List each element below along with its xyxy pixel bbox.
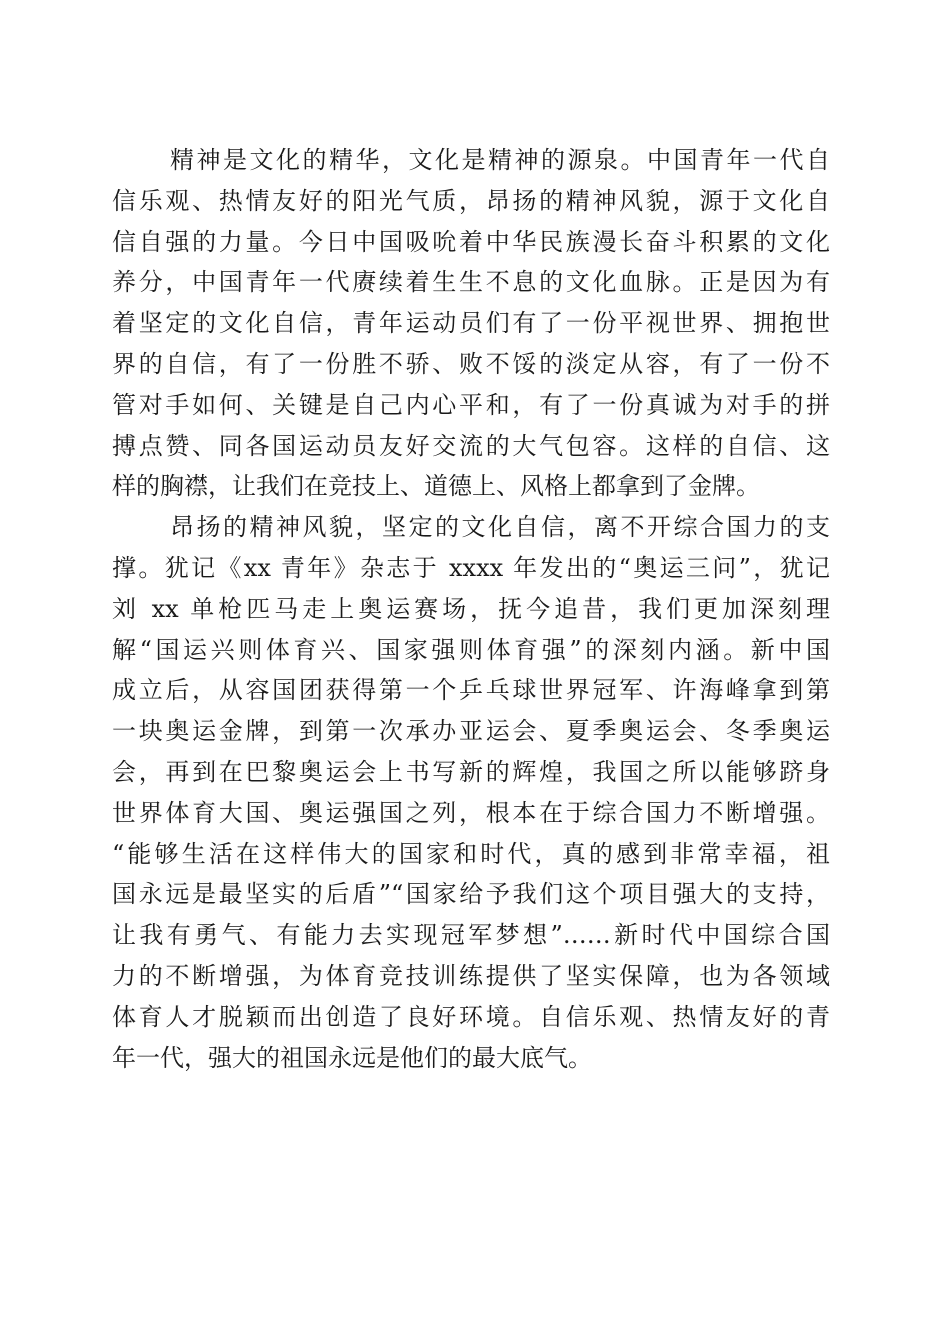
paragraph-line: 信乐观、热情友好的阳光气质，昂扬的精神风貌，源于文化自 — [112, 186, 830, 215]
paragraph-line: 信自强的力量。今日中国吸吮着中华民族漫长奋斗积累的文化 — [112, 227, 830, 256]
paragraph-line: 养分，中国青年一代赓续着生生不息的文化血脉。正是因为有 — [112, 268, 830, 297]
paragraph-line: 精神是文化的精华，文化是精神的源泉。中国青年一代自 — [170, 146, 830, 174]
paragraph-line: 体育人才脱颖而出创造了良好环境。自信乐观、热情友好的青 — [112, 1002, 830, 1031]
paragraph-2 — [112, 507, 830, 1078]
document-body — [112, 140, 830, 1078]
paragraph-line: 一块奥运金牌，到第一次承办亚运会、夏季奥运会、冬季奥运 — [112, 717, 830, 746]
paragraph-line: 搏点赞、同各国运动员友好交流的大气包容。这样的自信、这 — [112, 431, 830, 460]
paragraph-line: 昂扬的精神风貌，坚定的文化自信，离不开综合国力的支 — [170, 513, 830, 542]
paragraph-line: 力的不断增强，为体育竞技训练提供了坚实保障，也为各领域 — [112, 961, 830, 990]
paragraph-line: 界的自信，有了一份胜不骄、败不馁的淡定从容，有了一份不 — [112, 349, 830, 378]
paragraph-line: 刘 xx 单枪匹马走上奥运赛场，抚今追昔，我们更加深刻理 — [112, 594, 830, 623]
paragraph-line: 让我有勇气、有能力去实现冠军梦想”……新时代中国综合国 — [112, 921, 830, 950]
paragraph-line: 成立后，从容国团获得第一个乒乓球世界冠军、许海峰拿到第 — [112, 676, 830, 705]
paragraph-line: 管对手如何、关键是自己内心平和，有了一份真诚为对手的拼 — [112, 390, 830, 419]
paragraph-line: 样的胸襟，让我们在竞技上、道德上、风格上都拿到了金牌。 — [112, 472, 760, 501]
paragraph-line: 国永远是最坚实的后盾”“国家给予我们这个项目强大的支持， — [112, 880, 830, 909]
paragraph-line: 着坚定的文化自信，青年运动员们有了一份平视世界、拥抱世 — [112, 309, 830, 338]
paragraph-line: 年一代，强大的祖国永远是他们的最大底气。 — [112, 1043, 592, 1072]
paragraph-line: 世界体育大国、奥运强国之列，根本在于综合国力不断增强。 — [112, 798, 830, 827]
paragraph-1 — [112, 140, 830, 507]
paragraph-line: “能够生活在这样伟大的国家和时代，真的感到非常幸福，祖 — [112, 839, 830, 868]
paragraph-line: 撑。犹记《xx 青年》杂志于 xxxx 年发出的“奥运三问”，犹记 — [112, 553, 830, 582]
paragraph-line: 解“国运兴则体育兴、国家强则体育强”的深刻内涵。新中国 — [112, 635, 830, 664]
paragraph-line: 会，再到在巴黎奥运会上书写新的辉煌，我国之所以能够跻身 — [112, 757, 830, 786]
